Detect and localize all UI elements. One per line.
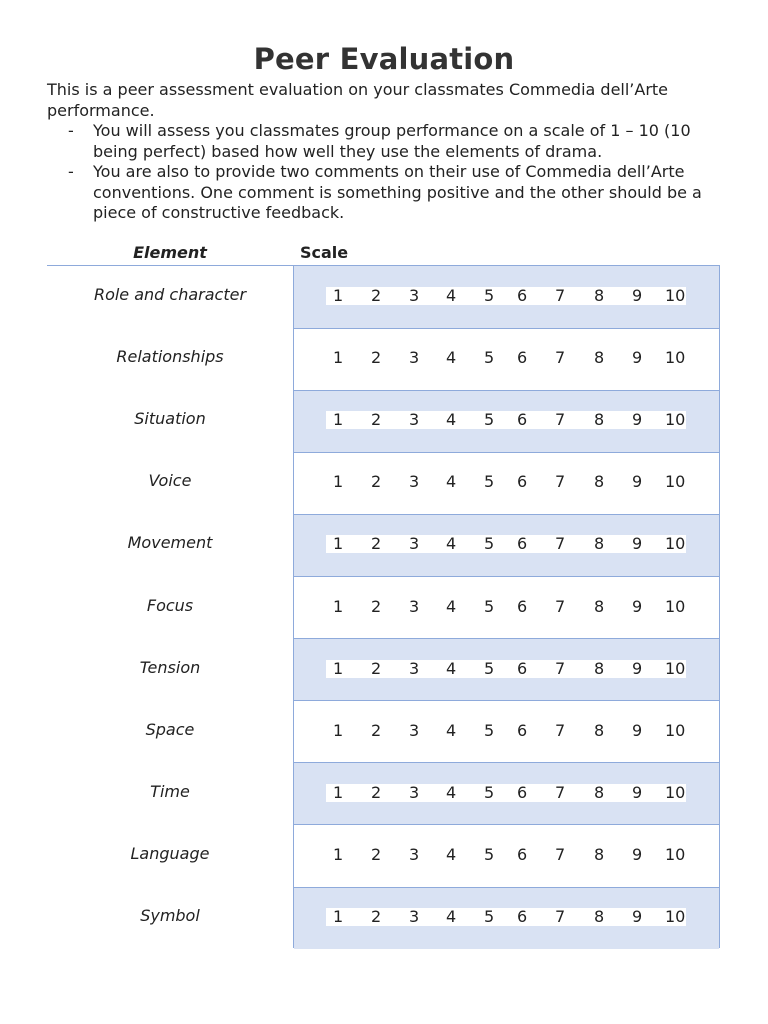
scale-option[interactable]: 3 bbox=[409, 658, 420, 678]
scale-option[interactable]: 4 bbox=[446, 472, 457, 492]
scale-option[interactable]: 9 bbox=[632, 844, 643, 864]
scale-option[interactable]: 2 bbox=[371, 286, 382, 306]
scale-option[interactable]: 8 bbox=[594, 720, 605, 740]
scale-option[interactable]: 9 bbox=[632, 782, 643, 802]
scale-options bbox=[326, 473, 686, 491]
scale-option[interactable]: 5 bbox=[484, 658, 495, 678]
scale-option[interactable]: 4 bbox=[446, 907, 457, 927]
scale-option[interactable]: 5 bbox=[484, 844, 495, 864]
scale-options bbox=[326, 411, 686, 429]
row-divider bbox=[294, 762, 719, 763]
scale-option[interactable]: 8 bbox=[594, 844, 605, 864]
scale-option[interactable]: 6 bbox=[517, 472, 528, 492]
scale-option[interactable]: 9 bbox=[632, 348, 643, 368]
scale-option[interactable]: 7 bbox=[555, 720, 566, 740]
scale-option[interactable]: 10 bbox=[665, 596, 686, 616]
element-label: Relationships bbox=[116, 347, 224, 367]
instructions-list bbox=[47, 121, 727, 224]
scale-option[interactable]: 7 bbox=[555, 472, 566, 492]
scale-option[interactable]: 1 bbox=[333, 658, 344, 678]
scale-option[interactable]: 2 bbox=[371, 534, 382, 554]
row-divider bbox=[294, 390, 719, 391]
scale-option[interactable]: 4 bbox=[446, 658, 457, 678]
scale-option[interactable]: 4 bbox=[446, 534, 457, 554]
scale-option[interactable]: 10 bbox=[665, 348, 686, 368]
row-divider bbox=[294, 452, 719, 453]
scale-option[interactable]: 2 bbox=[371, 410, 382, 430]
scale-option[interactable]: 2 bbox=[371, 348, 382, 368]
bullet-dash: - bbox=[68, 121, 74, 140]
element-label: Role and character bbox=[93, 285, 247, 305]
scale-option[interactable]: 4 bbox=[446, 782, 457, 802]
scale-option[interactable]: 1 bbox=[333, 472, 344, 492]
scale-options bbox=[326, 535, 686, 553]
scale-option[interactable]: 1 bbox=[333, 534, 344, 554]
scale-option[interactable]: 1 bbox=[333, 596, 344, 616]
scale-option[interactable]: 5 bbox=[484, 472, 495, 492]
scale-option[interactable]: 6 bbox=[517, 410, 528, 430]
scale-option[interactable]: 3 bbox=[409, 844, 420, 864]
scale-option[interactable]: 9 bbox=[632, 472, 643, 492]
scale-option[interactable]: 7 bbox=[555, 410, 566, 430]
bullet-dash: - bbox=[68, 162, 74, 181]
page-title: Peer Evaluation bbox=[253, 42, 515, 76]
element-label: Language bbox=[130, 843, 210, 863]
scale-option[interactable]: 6 bbox=[517, 348, 528, 368]
scale-option[interactable]: 9 bbox=[632, 410, 643, 430]
row-divider bbox=[294, 887, 719, 888]
scale-option[interactable]: 10 bbox=[665, 534, 686, 554]
scale-option[interactable]: 3 bbox=[409, 348, 420, 368]
scale-option[interactable]: 5 bbox=[484, 782, 495, 802]
header-divider bbox=[47, 265, 293, 266]
element-label: Focus bbox=[146, 595, 194, 615]
scale-option[interactable]: 5 bbox=[484, 286, 495, 306]
element-label: Situation bbox=[134, 409, 206, 429]
element-label: Time bbox=[150, 781, 190, 801]
row-divider bbox=[294, 638, 719, 639]
scale-option[interactable]: 3 bbox=[409, 472, 420, 492]
row-divider bbox=[294, 700, 719, 701]
scale-option[interactable]: 9 bbox=[632, 596, 643, 616]
scale-option[interactable]: 8 bbox=[594, 596, 605, 616]
scale-option[interactable]: 9 bbox=[632, 286, 643, 306]
instruction-item bbox=[47, 121, 727, 162]
scale-option[interactable]: 4 bbox=[446, 844, 457, 864]
scale-options bbox=[326, 660, 686, 678]
scale-option[interactable]: 7 bbox=[555, 844, 566, 864]
scale-option[interactable]: 5 bbox=[484, 907, 495, 927]
scale-option[interactable]: 8 bbox=[594, 472, 605, 492]
scale-option[interactable]: 4 bbox=[446, 596, 457, 616]
instruction-text: You will assess you classmates group performance on a scale of 1 – 10 (10 being perfect) based how well they use the elements of drama. bbox=[93, 121, 691, 161]
scale-option[interactable]: 9 bbox=[632, 907, 643, 927]
scale-option[interactable]: 1 bbox=[333, 844, 344, 864]
scale-option[interactable]: 1 bbox=[333, 907, 344, 927]
scale-option[interactable]: 10 bbox=[665, 907, 686, 927]
row-divider bbox=[294, 576, 719, 577]
scale-option[interactable]: 1 bbox=[333, 782, 344, 802]
scale-option[interactable]: 3 bbox=[409, 782, 420, 802]
scale-option[interactable]: 2 bbox=[371, 658, 382, 678]
intro-paragraph: This is a peer assessment evaluation on your classmates Commedia dell’Arte performance. bbox=[47, 80, 669, 120]
scale-options bbox=[326, 287, 686, 305]
scale-option[interactable]: 4 bbox=[446, 410, 457, 430]
scale-option[interactable]: 9 bbox=[632, 658, 643, 678]
scale-option[interactable]: 1 bbox=[333, 720, 344, 740]
scale-option[interactable]: 8 bbox=[594, 534, 605, 554]
scale-option[interactable]: 10 bbox=[665, 720, 686, 740]
scale-option[interactable]: 2 bbox=[371, 596, 382, 616]
scale-option[interactable]: 1 bbox=[333, 348, 344, 368]
row-divider bbox=[294, 824, 719, 825]
element-label: Tension bbox=[139, 657, 201, 677]
scale-option[interactable]: 8 bbox=[594, 782, 605, 802]
scale-option[interactable]: 3 bbox=[409, 907, 420, 927]
scale-option[interactable]: 10 bbox=[665, 286, 686, 306]
scale-option[interactable]: 5 bbox=[484, 410, 495, 430]
scale-options bbox=[326, 598, 686, 616]
scale-option[interactable]: 8 bbox=[594, 410, 605, 430]
scale-option[interactable]: 9 bbox=[632, 534, 643, 554]
scale-option[interactable]: 6 bbox=[517, 907, 528, 927]
scale-option[interactable]: 2 bbox=[371, 720, 382, 740]
instruction-item bbox=[47, 162, 727, 224]
scale-options bbox=[326, 908, 686, 926]
scale-option[interactable]: 8 bbox=[594, 348, 605, 368]
scale-option[interactable]: 10 bbox=[665, 782, 686, 802]
scale-option[interactable]: 10 bbox=[665, 472, 686, 492]
scale-option[interactable]: 1 bbox=[333, 410, 344, 430]
scale-option[interactable]: 4 bbox=[446, 720, 457, 740]
scale-option[interactable]: 7 bbox=[555, 348, 566, 368]
scale-options bbox=[326, 784, 686, 802]
scale-option[interactable]: 6 bbox=[517, 658, 528, 678]
scale-option[interactable]: 7 bbox=[555, 286, 566, 306]
scale-options bbox=[326, 722, 686, 740]
scale-option[interactable]: 6 bbox=[517, 720, 528, 740]
scale-option[interactable]: 8 bbox=[594, 907, 605, 927]
scale-option[interactable]: 5 bbox=[484, 534, 495, 554]
scale-option[interactable]: 6 bbox=[517, 534, 528, 554]
scale-option[interactable]: 9 bbox=[632, 720, 643, 740]
element-label: Symbol bbox=[140, 906, 200, 926]
scale-option[interactable]: 10 bbox=[665, 844, 686, 864]
scale-option[interactable]: 6 bbox=[517, 844, 528, 864]
scale-column-header: Scale bbox=[300, 243, 349, 262]
scale-option[interactable]: 7 bbox=[555, 782, 566, 802]
scale-option[interactable]: 7 bbox=[555, 907, 566, 927]
scale-option[interactable]: 3 bbox=[409, 534, 420, 554]
element-label: Movement bbox=[127, 533, 213, 553]
scale-option[interactable]: 2 bbox=[371, 782, 382, 802]
scale-option[interactable]: 7 bbox=[555, 658, 566, 678]
scale-option[interactable]: 2 bbox=[371, 844, 382, 864]
row-divider bbox=[294, 328, 719, 329]
scale-option[interactable]: 2 bbox=[371, 907, 382, 927]
scale-options bbox=[326, 349, 686, 367]
scale-option[interactable]: 2 bbox=[371, 472, 382, 492]
scale-option[interactable]: 10 bbox=[665, 410, 686, 430]
scale-option[interactable]: 3 bbox=[409, 286, 420, 306]
instruction-text: You are also to provide two comments on their use of Commedia dell’Arte conventions. One comment is something positive and the other should be a piece of constructive feedback. bbox=[93, 162, 702, 222]
scale-option[interactable]: 6 bbox=[517, 782, 528, 802]
scale-options bbox=[326, 846, 686, 864]
scale-option[interactable]: 1 bbox=[333, 286, 344, 306]
scale-option[interactable]: 4 bbox=[446, 286, 457, 306]
scale-option[interactable]: 5 bbox=[484, 596, 495, 616]
scale-option[interactable]: 10 bbox=[665, 658, 686, 678]
scale-option[interactable]: 3 bbox=[409, 596, 420, 616]
row-divider bbox=[294, 514, 719, 515]
element-label: Voice bbox=[148, 471, 192, 491]
scale-option[interactable]: 3 bbox=[409, 720, 420, 740]
scale-option[interactable]: 3 bbox=[409, 410, 420, 430]
scale-option[interactable]: 7 bbox=[555, 596, 566, 616]
scale-option[interactable]: 7 bbox=[555, 534, 566, 554]
element-label: Space bbox=[145, 719, 195, 739]
scale-option[interactable]: 6 bbox=[517, 286, 528, 306]
scale-option[interactable]: 6 bbox=[517, 596, 528, 616]
scale-option[interactable]: 5 bbox=[484, 720, 495, 740]
scale-option[interactable]: 5 bbox=[484, 348, 495, 368]
scale-option[interactable]: 8 bbox=[594, 658, 605, 678]
scale-option[interactable]: 4 bbox=[446, 348, 457, 368]
scale-option[interactable]: 8 bbox=[594, 286, 605, 306]
element-column-header: Element bbox=[133, 243, 207, 262]
